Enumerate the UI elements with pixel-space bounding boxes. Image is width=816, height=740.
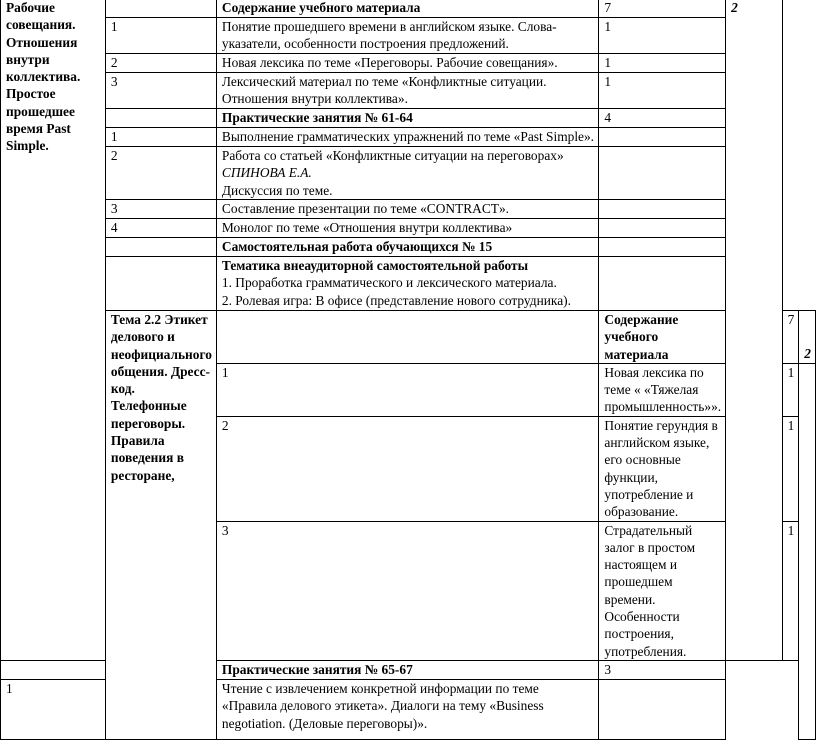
practice-hours: 4 [599,109,726,128]
table-row [1,0,816,18]
self-work-header: Самостоятельная работа обучающихся № 15 [216,238,599,257]
practice-text: Составление презентации по теме «CONTRACT». [216,200,599,219]
item-text: Понятие прошедшего времени в английском языке. Слова-указатели, особенности построения предложений. [216,18,599,54]
practice-number: 2 [105,147,216,200]
hours-cell [599,128,726,147]
num-cell [105,238,216,257]
extracurricular-item: 2. Ролевая игра: В офисе (представление нового сотрудника). [221,292,571,308]
table-row [1,128,816,147]
table-row [1,109,816,128]
hours-cell: 7 [599,0,726,18]
practice-text: Выполнение грамматических упражнений по теме «Past Simple». [216,128,599,147]
item-hours: 1 [599,54,726,73]
level-cell: 2 [799,311,816,364]
item-hours: 1 [782,363,799,416]
item-number: 1 [216,363,599,416]
level-cell: 2 [726,0,782,660]
item-number: 3 [216,521,599,660]
practice-text: Чтение с извлечением конкретной информации по теме «Правила делового этикета». Диалоги на тему «Business negotiation. (Деловые переговоры)». [216,679,599,739]
num-cell [105,109,216,128]
item-text: Страдательный залог в простом настоящем и прошедшем времени. Особенности построения, употребления. [599,521,726,660]
item-hours: 1 [782,416,799,521]
topic-title: Тема 2.2 Этикет делового и неофициального общения. Дресс-код. Телефонные переговоры. Правила поведения в ресторане, [105,311,216,740]
practice-number: 3 [105,200,216,219]
level-cell [799,363,816,739]
table-row [1,147,816,200]
hours-cell [599,257,726,311]
table-row [1,311,816,364]
hours-cell [599,679,726,739]
practice-number: 1 [1,679,106,739]
practice-number: 1 [105,128,216,147]
extracurricular-item: 1. Проработка грамматического и лексического материала. [221,275,557,291]
extracurricular-cell [216,257,599,311]
practice-hours: 3 [599,660,726,679]
num-cell [1,660,106,679]
table-row [1,18,816,54]
item-text: Лексический материал по теме «Конфликтные ситуации. Отношения внутри коллектива». [216,73,599,109]
item-hours: 1 [782,521,799,660]
content-header: Содержание учебного материала [216,0,599,18]
hours-cell [599,219,726,238]
practice-author: СПИНОВА Е.А. [221,165,312,181]
practice-text: Работа со статьей «Конфликтные ситуации на переговорах» [221,148,564,163]
table-row [1,73,816,109]
practice-number: 4 [105,219,216,238]
table-row [1,219,816,238]
item-text: Понятие герундия в английском языке, его основные функции, употребление и образование. [599,416,726,521]
item-number: 3 [105,73,216,109]
item-text: Новая лексика по теме «Переговоры. Рабочие совещания». [216,54,599,73]
table-row [1,238,816,257]
hours-cell [599,238,726,257]
num-cell [105,0,216,18]
topic-title: Рабочие совещания. Отношения внутри коллектива. Простое прошедшее время Past Simple. [1,0,106,660]
practice-extra: Дискуссия по теме. [221,182,333,198]
num-cell [105,257,216,311]
item-hours: 1 [599,18,726,54]
practice-text-cell [216,147,599,200]
practice-text: Монолог по теме «Отношения внутри коллектива» [216,219,599,238]
table-row [1,200,816,219]
practice-header: Практические занятия № 61-64 [216,109,599,128]
num-cell [216,311,599,364]
table-row [1,54,816,73]
content-header: Содержание учебного материала [599,311,726,364]
item-number: 2 [216,416,599,521]
item-hours: 1 [599,73,726,109]
hours-cell [599,200,726,219]
table-row [1,257,816,311]
hours-cell: 7 [782,311,799,364]
item-number: 1 [105,18,216,54]
hours-cell [599,147,726,200]
item-number: 2 [105,54,216,73]
item-text: Новая лексика по теме « «Тяжелая промышленность»». [599,363,726,416]
extracurricular-header: Тематика внеаудиторной самостоятельной работы [221,258,529,273]
practice-header: Практические занятия № 65-67 [216,660,599,679]
